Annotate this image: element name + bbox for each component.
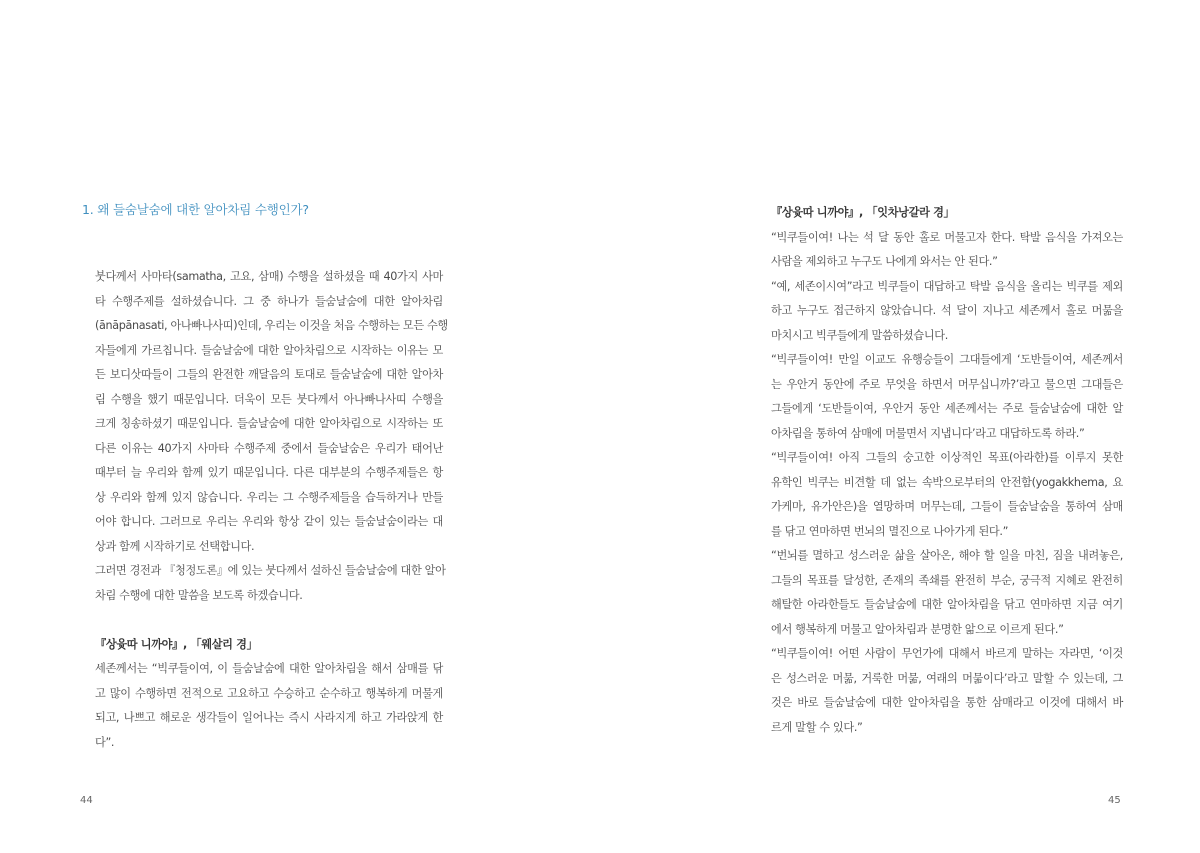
text-line: 그들에게 ‘도반들이여, 우안거 동안 세존께서는 주로 들숨날숨에 대한 알 [771,402,1123,415]
right-page [600,0,1200,853]
right-body [771,201,1123,740]
text-line: 를 닦고 연마하면 번뇌의 멸진으로 나아가게 된다.” [771,524,1009,538]
text-line: 그들의 목표를 달성한, 존재의 족쇄를 완전히 부순, 궁극적 지혜로 완전히 [771,573,1123,587]
text-line: 상과 함께 시작하기로 선택합니다. [95,539,255,553]
text-line: “예, 세존이시여”라고 빅쿠들이 대답하고 탁발 음식을 올리는 빅쿠를 제외 [771,279,1123,293]
text-line: 아차림을 통하여 삼매에 머물면서 지냅니다’라고 대답하도록 하라.” [771,426,1085,440]
text-line: 그러면 경전과 『청정도론』에 있는 붓다께서 설하신 들숨날숨에 대한 알아 [95,564,446,577]
text-line: “빅쿠들이여! 나는 석 달 동안 홀로 머물고자 한다. 탁발 음식을 가져오는 [771,230,1123,244]
section-title: 1. 왜 들숨날숨에 대한 알아차림 수행인가? [82,202,309,217]
text-line: 림 수행을 했기 때문입니다. 더욱이 모든 붓다께서 아나빠나사띠 수행을 [95,392,443,406]
spacer [95,608,443,633]
text-line: 상 우리와 함께 있지 않습니다. 우리는 그 수행주제들을 습득하거나 만들 [95,490,443,504]
text-line: “빅쿠들이여! 아직 그들의 숭고한 이상적인 목표(아라한)를 이루지 못한 [771,451,1123,464]
text-line: 어야 합니다. 그러므로 우리는 우리와 항상 같이 있는 들숨날숨이라는 대 [95,515,443,528]
text-line: “빅쿠들이여! 어떤 사람이 무언가에 대해서 바르게 말하는 자라면, ‘이것 [771,647,1123,660]
text-line: 해탈한 아라한들도 들숨날숨에 대한 알아차림을 닦고 연마하면 지금 여기 [771,598,1123,611]
text-line: “번뇌를 멸하고 성스러운 삶을 살아온, 해야 할 일을 마친, 짐을 내려놓은, [771,549,1123,562]
left-body [95,265,448,755]
text-line: 고 많이 수행하면 전적으로 고요하고 수승하고 순수하고 행복하게 머물게 [95,686,443,700]
text-line: 때부터 늘 우리와 함께 있기 때문입니다. 다른 대부분의 수행주제들은 항 [95,466,443,479]
text-line: 마치시고 빅쿠들에게 말씀하셨습니다. [771,328,948,342]
text-line: 유학인 빅쿠는 비견할 데 없는 속박으로부터의 안전함(yogakkhema, 요 [771,475,1123,489]
text-line: 세존께서는 “빅쿠들이여, 이 들숨날숨에 대한 알아차림을 해서 삼매를 닦 [95,662,443,675]
text-line: 에서 행복하게 머물고 알아차림과 분명한 앎으로 이르게 된다.” [771,622,1064,636]
paragraph-2 [95,559,446,608]
text-line: 것은 바로 들숨날숨에 대한 알아차림을 통한 삼매라고 이것에 대해서 바 [771,696,1123,709]
text-line: 차림 수행에 대한 말씀을 보도록 하겠습니다. [95,588,303,602]
text-line: 사람을 제외하고 누구도 나에게 와서는 안 된다.” [771,255,998,268]
text-line: 하고 누구도 접근하지 않았습니다. 석 달이 지나고 세존께서 홀로 머묾을 [771,304,1123,317]
text-line: 든 보디삿따들이 그들의 완전한 깨달음의 토대로 들숨날숨에 대한 알아차 [95,368,443,381]
text-line: 은 성스러운 머묾, 거룩한 머묾, 여래의 머묾이다’라고 말할 수 있는데, 그 [771,671,1123,685]
text-line: 붓다께서 사마타(samatha, 고요, 삼매) 수행을 설하셨을 때 40가지 사마 [95,270,443,283]
sutta-text [771,226,1123,741]
text-line: 크게 칭송하셨기 때문입니다. 들숨날숨에 대한 알아차림으로 시작하는 또 [95,417,443,430]
page-number: 45 [1108,795,1121,806]
page-number: 44 [80,795,93,806]
text-line: 타 수행주제를 설하셨습니다. 그 중 하나가 들숨날숨에 대한 알아차림 [95,294,443,308]
text-line: 되고, 나쁘고 해로운 생각들이 일어나는 즉시 사라지게 하고 가라앉게 한 [95,711,443,724]
paragraph-3 [95,657,443,755]
text-line: 는 우안거 동안에 주로 무엇을 하면서 머무십니까?’라고 물으면 그대들은 [771,377,1123,391]
text-line: 자들에게 가르칩니다. 들숨날숨에 대한 알아차림으로 시작하는 이유는 모 [95,343,443,357]
text-line: “빅쿠들이여! 만일 이교도 유행승들이 그대들에게 ‘도반들이여, 세존께서 [771,353,1123,366]
sutta-heading: 『상윳따 니까야』, 「웨살리 경」 [95,637,258,651]
text-line: 가케마, 유가안은)을 열망하며 머무는데, 그들이 들숨날숨을 통하여 삼매 [771,500,1123,513]
text-line: 다른 이유는 40가지 사마타 수행주제 중에서 들숨날숨은 우리가 태어난 [95,441,443,455]
text-line: 르게 말할 수 있다.” [771,720,863,734]
text-line: 다”. [95,735,115,749]
text-line: (ānāpānasati, 아나빠나사띠)인데, 우리는 이것을 처음 수행하는 모든 수행 [95,319,448,332]
sutta-heading: 『상윳따 니까야』, 「잇차낭갈라 경」 [771,206,955,219]
paragraph-1 [95,265,448,559]
